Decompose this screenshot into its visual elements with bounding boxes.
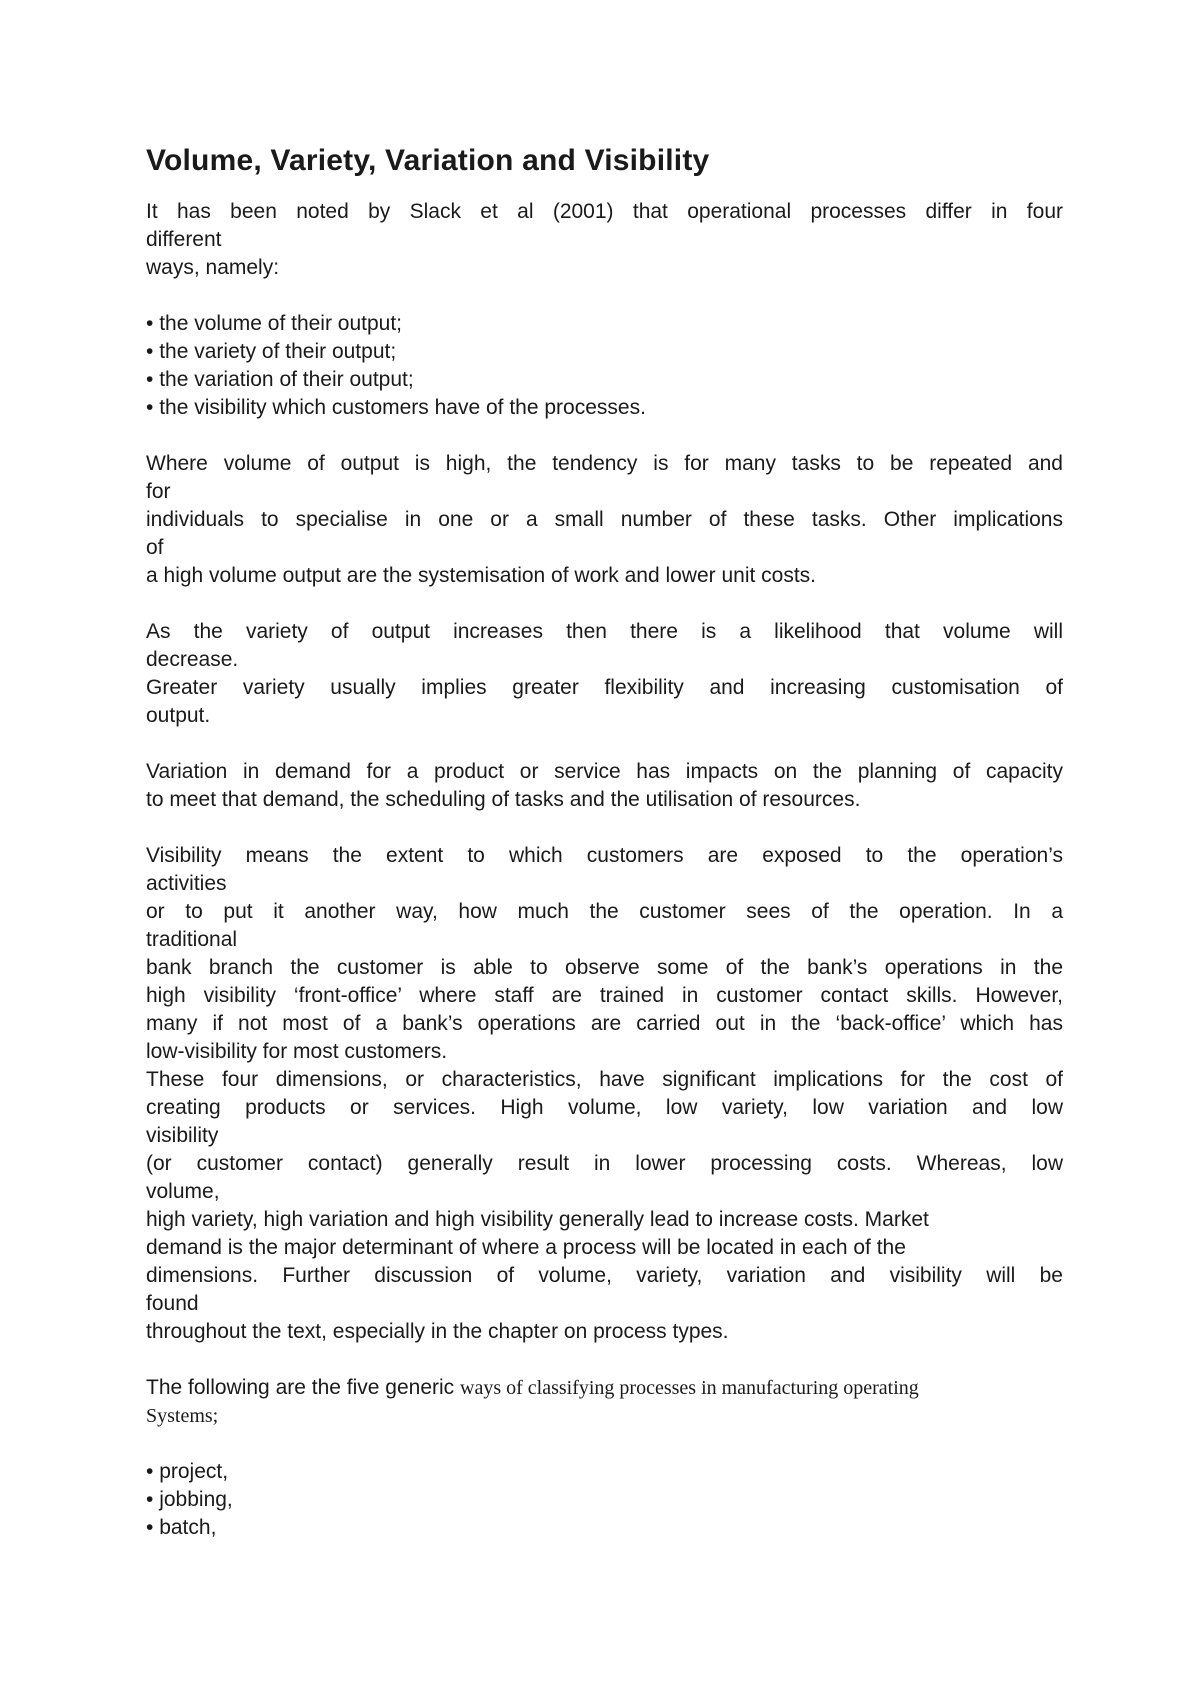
text-line: low-visibility for most customers. — [146, 1040, 448, 1063]
bullet-icon: • — [146, 1516, 154, 1539]
text-line: Greater variety usually implies greater flexibility and increasing customisation of — [146, 676, 1063, 699]
list-item: • the visibility which customers have of the processes. — [146, 396, 646, 419]
text-line: traditional — [146, 928, 238, 951]
variation-paragraph — [146, 758, 1063, 814]
text-line: output. — [146, 704, 211, 727]
text-line: to meet that demand, the scheduling of tasks and the utilisation of resources. — [146, 788, 861, 811]
text-line: demand is the major determinant of where a process will be located in each of the — [146, 1236, 906, 1259]
text-line: activities — [146, 872, 227, 895]
text-line: dimensions. Further discussion of volume, variety, variation and visibility will be — [146, 1264, 1063, 1287]
list-item: • jobbing, — [146, 1488, 233, 1511]
list-item: • the variety of their output; — [146, 340, 397, 363]
text-line: Systems; — [146, 1405, 219, 1427]
text-line: visibility — [146, 1124, 219, 1147]
ways-list — [146, 310, 1063, 422]
text-line: found — [146, 1292, 199, 1315]
text-line: These four dimensions, or characteristics, have significant implications for the cost of — [146, 1068, 1063, 1091]
text-line: many if not most of a bank’s operations are carried out in the ‘back-office’ which has — [146, 1012, 1063, 1035]
variety-paragraph — [146, 618, 1063, 730]
text-line: Where volume of output is high, the tendency is for many tasks to be repeated and — [146, 452, 1063, 475]
bullet-icon: • — [146, 396, 154, 419]
list-item: • batch, — [146, 1516, 217, 1539]
text-line: Variation in demand for a product or service has impacts on the planning of capacity — [146, 760, 1063, 783]
text-line: or to put it another way, how much the customer sees of the operation. In a — [146, 900, 1063, 923]
bullet-icon: • — [146, 1488, 154, 1511]
text-line: (or customer contact) generally result in lower processing costs. Whereas, low — [146, 1152, 1063, 1175]
text-line: throughout the text, especially in the chapter on process types. — [146, 1320, 729, 1343]
text-line: decrease. — [146, 648, 239, 671]
text-line: of — [146, 536, 164, 559]
bullet-icon: • — [146, 1460, 154, 1483]
list-item: • the volume of their output; — [146, 312, 403, 335]
text-line: a high volume output are the systemisation of work and lower unit costs. — [146, 564, 817, 587]
generic-paragraph — [146, 1374, 1063, 1430]
process-types-list — [146, 1458, 1063, 1542]
bullet-icon: • — [146, 312, 154, 335]
text-line: high visibility ‘front-office’ where staff are trained in customer contact skills. However, — [146, 984, 1063, 1007]
list-item: • project, — [146, 1460, 229, 1483]
text-line: As the variety of output increases then there is a likelihood that volume will — [146, 620, 1063, 643]
bullet-icon: • — [146, 340, 154, 363]
visibility-paragraph — [146, 842, 1063, 1346]
document-page — [146, 142, 1063, 1542]
volume-paragraph — [146, 450, 1063, 590]
text-line: high variety, high variation and high visibility generally lead to increase costs. Market — [146, 1208, 929, 1231]
text-line: The following are the five generic ways of classifying processes in manufacturing operating — [146, 1376, 919, 1399]
text-line: individuals to specialise in one or a small number of these tasks. Other implications — [146, 508, 1063, 531]
text-line: different — [146, 228, 222, 251]
text-line: ways, namely: — [146, 256, 280, 279]
intro-paragraph — [146, 198, 1063, 282]
bullet-icon: • — [146, 368, 154, 391]
document-title: Volume, Variety, Variation and Visibility — [146, 144, 710, 177]
text-line: creating products or services. High volume, low variety, low variation and low — [146, 1096, 1063, 1119]
text-line: It has been noted by Slack et al (2001) that operational processes differ in four — [146, 200, 1063, 223]
list-item: • the variation of their output; — [146, 368, 414, 391]
text-line: for — [146, 480, 171, 503]
text-line: Visibility means the extent to which customers are exposed to the operation’s — [146, 844, 1063, 867]
text-line: bank branch the customer is able to observe some of the bank’s operations in the — [146, 956, 1063, 979]
text-line: volume, — [146, 1180, 220, 1203]
